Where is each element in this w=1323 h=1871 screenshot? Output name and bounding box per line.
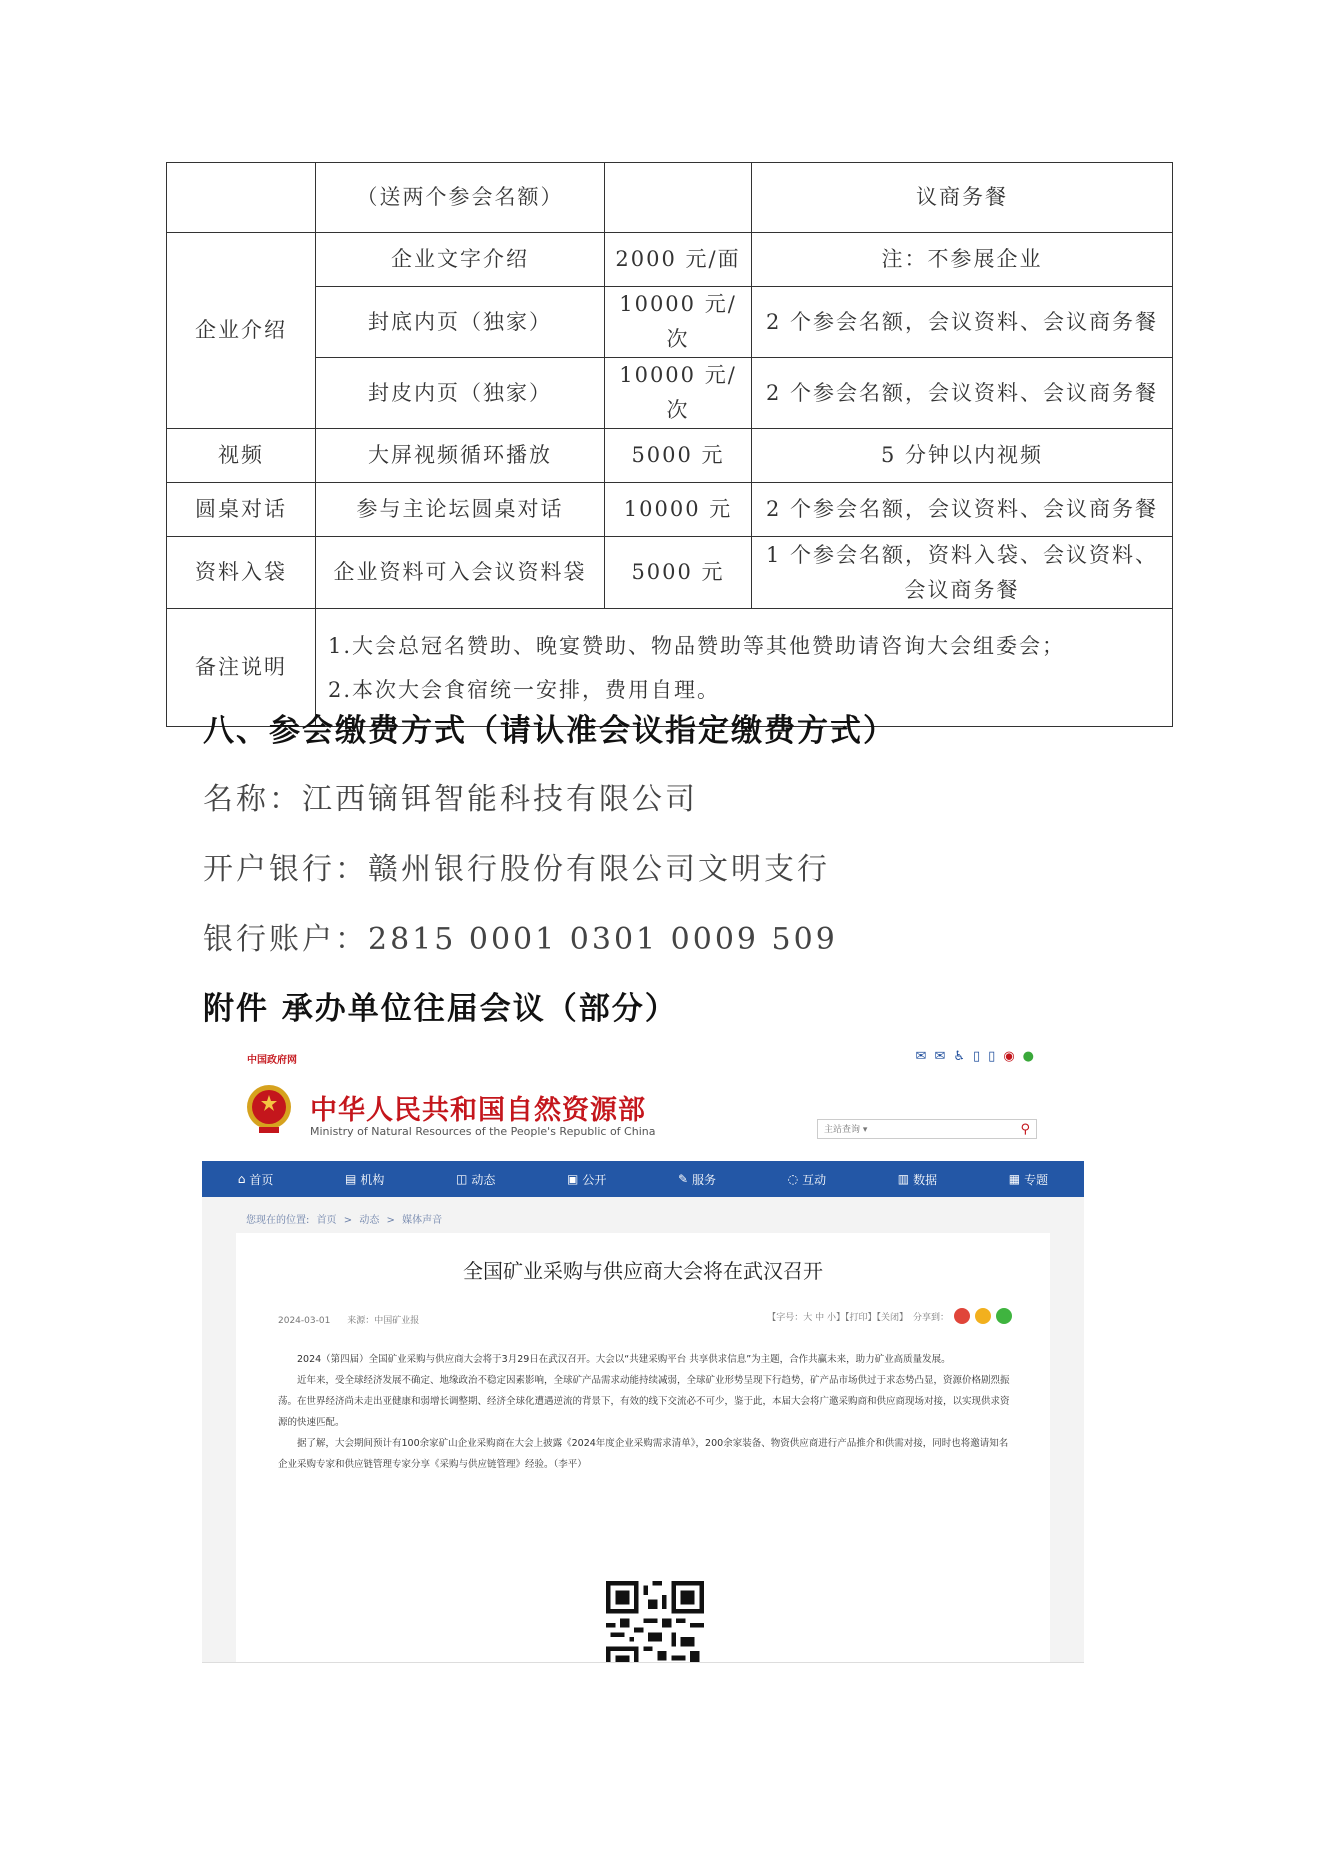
ministry-name-en: Ministry of Natural Resources of the People's Republic of China: [310, 1125, 656, 1138]
table-cell-category: 资料入袋: [167, 537, 316, 609]
sponsorship-table: [166, 162, 1173, 727]
nav-item-topics[interactable]: ▦ 专题: [1008, 1172, 1049, 1187]
table-cell: 封底内页（独家）: [316, 287, 605, 358]
search-scope[interactable]: 主站查询 ▾: [824, 1125, 868, 1135]
table-cell: 5 分钟以内视频: [752, 429, 1173, 483]
table-cell: 参与主论坛圆桌对话: [316, 483, 605, 537]
payee-name: 名称：江西镝铒智能科技有限公司: [203, 782, 698, 817]
share-label: 分享到：: [912, 1312, 949, 1323]
payment-heading: 八、参会缴费方式（请认准会议指定缴费方式）: [203, 713, 896, 749]
article-paragraph: 近年来，受全球经济发展不确定、地缘政治不稳定因素影响，全球矿产品需求动能持续减弱，全球矿业形势呈现下行趋势，矿产品市场供过于求态势凸显，资源价格剧烈振荡。在世界经济尚未走出亚健康和弱增长调整期、经济全球化遭遇逆流的背景下，有效的线下交流必不可少，鉴于此，本届大会将广邀采购商和供应商现场对接，以实现供求资源的快速匹配。: [278, 1375, 1010, 1428]
table-cell: 议商务餐: [752, 163, 1173, 233]
weibo-share-icon[interactable]: [954, 1308, 970, 1324]
table-cell: 1 个参会名额，资料入袋、会议资料、会议商务餐: [752, 537, 1173, 609]
table-cell: 2 个参会名额，会议资料、会议商务餐: [752, 358, 1173, 429]
article-tools: [767, 1308, 1012, 1324]
site-search-input[interactable]: [817, 1119, 1037, 1139]
interact-icon: ◌: [787, 1172, 799, 1186]
breadcrumb-news[interactable]: 动态: [359, 1215, 380, 1226]
table-row: [167, 537, 1173, 609]
nav-item-home[interactable]: ⌂ 首页: [237, 1172, 274, 1187]
table-cell: 2000 元/面: [605, 233, 752, 287]
table-cell: 注：不参展企业: [752, 233, 1173, 287]
table-cell: [605, 163, 752, 233]
article-source: 来源：中国矿业报: [347, 1316, 420, 1326]
reader-icon[interactable]: ▯: [973, 1049, 981, 1064]
table-cell: 企业文字介绍: [316, 233, 605, 287]
table-cell: 10000 元: [605, 483, 752, 537]
appendix-heading: 附件 承办单位往届会议（部分）: [203, 991, 678, 1027]
table-cell-category: 备注说明: [167, 609, 316, 727]
mobile-icon[interactable]: ▯: [988, 1049, 996, 1064]
topics-icon: ▦: [1008, 1172, 1021, 1186]
service-icon: ✎: [677, 1172, 689, 1186]
table-row: [167, 429, 1173, 483]
font-print-close-links[interactable]: 【字号：大 中 小】【打印】【关闭】: [767, 1312, 908, 1323]
table-cell: 10000 元/次: [605, 358, 752, 429]
org-icon: ▤: [345, 1172, 357, 1186]
article-body: [278, 1349, 1010, 1475]
table-row: [167, 163, 1173, 233]
breadcrumb: 您现在的位置: 首页 > 动态 > 媒体声音: [246, 1215, 443, 1226]
qzone-share-icon[interactable]: [975, 1308, 991, 1324]
breadcrumb-media[interactable]: 媒体声音: [402, 1215, 443, 1226]
ministry-name-cn: 中华人民共和国自然资源部: [310, 1095, 646, 1126]
nav-item-public[interactable]: ▣ 公开: [566, 1172, 607, 1187]
gov-site-label: 中国政府网: [247, 1055, 297, 1066]
table-cell: （送两个参会名额）: [316, 163, 605, 233]
accessibility-icon[interactable]: ♿: [953, 1049, 965, 1064]
embedded-webpage-screenshot: [202, 1043, 1084, 1663]
main-nav: [202, 1161, 1084, 1197]
table-cell-category: 企业介绍: [167, 233, 316, 429]
table-cell-category: 圆桌对话: [167, 483, 316, 537]
table-cell: 2 个参会名额，会议资料、会议商务餐: [752, 483, 1173, 537]
table-cell: [167, 163, 316, 233]
site-header: [202, 1043, 1084, 1161]
wechat-icon[interactable]: ●: [1022, 1049, 1034, 1064]
table-row: [167, 483, 1173, 537]
mail-icon[interactable]: ✉: [934, 1049, 946, 1064]
article-panel: [236, 1233, 1050, 1663]
note-line: 2.本次大会食宿统一安排，费用自理。: [328, 677, 721, 702]
article-title: 全国矿业采购与供应商大会将在武汉召开: [463, 1259, 823, 1283]
bank-name: 开户银行：赣州银行股份有限公司文明支行: [203, 852, 830, 887]
weibo-icon[interactable]: ◉: [1003, 1049, 1015, 1064]
nav-item-data[interactable]: ▥ 数据: [897, 1172, 938, 1187]
table-cell: 企业资料可入会议资料袋: [316, 537, 605, 609]
table-cell-category: 视频: [167, 429, 316, 483]
utility-icons: [916, 1049, 1034, 1064]
nav-item-interact[interactable]: ◌ 互动: [787, 1172, 827, 1187]
qr-code-icon: [606, 1581, 704, 1663]
bank-account: 银行账户：2815 0001 0301 0009 509: [203, 922, 838, 957]
article-meta: [278, 1313, 433, 1326]
table-row: [167, 233, 1173, 287]
search-icon[interactable]: ⚲: [1020, 1122, 1030, 1137]
public-icon: ▣: [566, 1172, 579, 1186]
wechat-share-icon[interactable]: [996, 1308, 1012, 1324]
nav-item-org[interactable]: ▤ 机构: [345, 1172, 385, 1187]
nav-item-service[interactable]: ✎ 服务: [677, 1172, 717, 1187]
table-row: [167, 287, 1173, 358]
mail-icon[interactable]: ✉: [915, 1049, 927, 1064]
breadcrumb-home[interactable]: 首页: [316, 1215, 337, 1226]
note-line: 1.大会总冠名赞助、晚宴赞助、物品赞助等其他赞助请咨询大会组委会；: [328, 633, 1066, 658]
table-cell: 10000 元/次: [605, 287, 752, 358]
article-date: 2024-03-01: [278, 1316, 331, 1326]
table-cell: 5000 元: [605, 429, 752, 483]
table-cell: 封皮内页（独家）: [316, 358, 605, 429]
table-row: [167, 358, 1173, 429]
home-icon: ⌂: [237, 1172, 246, 1186]
table-cell: 2 个参会名额，会议资料、会议商务餐: [752, 287, 1173, 358]
nav-item-news[interactable]: ◫ 动态: [456, 1172, 496, 1187]
table-cell: 大屏视频循环播放: [316, 429, 605, 483]
news-icon: ◫: [456, 1172, 468, 1186]
article-paragraph: 据了解，大会期间预计有100余家矿山企业采购商在大会上披露《2024年度企业采购需求清单》，200余家装备、物资供应商进行产品推介和供需对接，同时也将邀请知名企业采购专家和供应链管理专家分享《采购与供应链管理》经验。（李平）: [278, 1438, 1009, 1470]
chart-icon: ▥: [897, 1172, 910, 1186]
national-emblem-icon: [244, 1083, 294, 1135]
table-cell: 5000 元: [605, 537, 752, 609]
article-paragraph: 2024（第四届）全国矿业采购与供应商大会将于3月29日在武汉召开。大会以“共建采购平台 共享供求信息”为主题，合作共赢未来，助力矿业高质量发展。: [297, 1354, 951, 1365]
